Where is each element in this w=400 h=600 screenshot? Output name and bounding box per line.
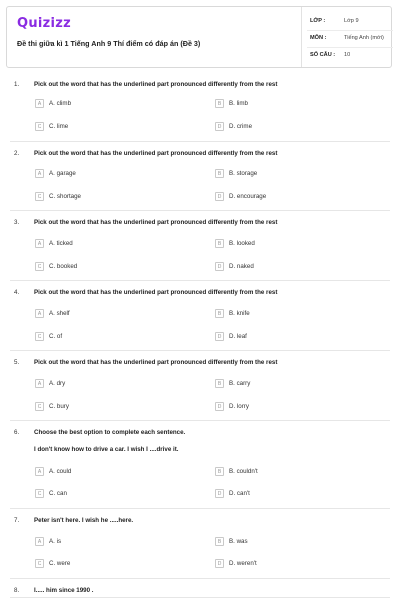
option-b[interactable] — [215, 378, 250, 389]
meta-count-value: 10 — [344, 52, 351, 58]
question-text: Pick out the word that has the underlined part pronounced differently from the rest — [34, 359, 278, 366]
option-letter-box: D — [215, 559, 224, 568]
option-letter-box: D — [215, 332, 224, 341]
option-a[interactable] — [35, 466, 71, 477]
worksheet-title: Đề thi giữa kì 1 Tiếng Anh 9 Thí điểm có đáp án (Đề 3) — [17, 39, 201, 48]
option-a[interactable] — [35, 536, 61, 547]
option-label: C. of — [49, 333, 63, 340]
question-divider — [10, 280, 390, 281]
option-letter-box: B — [215, 309, 224, 318]
option-letter-box: A — [35, 309, 44, 318]
option-letter-box: D — [215, 402, 224, 411]
question-text: Pick out the word that has the underlined part pronounced differently from the rest — [34, 219, 278, 226]
option-c[interactable] — [35, 331, 62, 342]
option-label: B. looked — [229, 240, 255, 247]
question-text: Pick out the word that has the underlined part pronounced differently from the rest — [34, 150, 278, 157]
option-letter-box: C — [35, 122, 44, 131]
option-letter-box: A — [35, 379, 44, 388]
option-label: C. were — [49, 560, 71, 567]
meta-grade-value: Lớp 9 — [344, 18, 359, 24]
option-letter-box: C — [35, 489, 44, 498]
option-letter-box: A — [35, 537, 44, 546]
question-number: 3. — [14, 219, 20, 226]
question-subtext: I don't know how to drive a car. I wish I ....drive it. — [34, 446, 179, 453]
option-label: A. shelf — [49, 310, 70, 317]
option-letter-box: C — [35, 262, 44, 271]
option-letter-box: B — [215, 239, 224, 248]
option-label: B. was — [229, 538, 248, 545]
question-divider — [10, 508, 390, 509]
question-divider — [10, 578, 390, 579]
option-a[interactable] — [35, 238, 73, 249]
option-a[interactable] — [35, 378, 65, 389]
option-label: D. can't — [229, 490, 250, 497]
option-d[interactable] — [215, 191, 266, 202]
option-letter-box: C — [35, 192, 44, 201]
option-label: D. encourage — [229, 193, 267, 200]
option-letter-box: A — [35, 467, 44, 476]
question-text: I..... him since 1990 . — [34, 587, 94, 594]
question-number: 1. — [14, 81, 20, 88]
worksheet-header — [6, 6, 392, 68]
meta-divider — [307, 30, 393, 31]
option-letter-box: B — [215, 169, 224, 178]
question-text: Peter isn't here. I wish he .....here. — [34, 517, 134, 524]
option-label: A. could — [49, 468, 72, 475]
option-d[interactable] — [215, 488, 250, 499]
option-c[interactable] — [35, 488, 67, 499]
option-a[interactable] — [35, 98, 71, 109]
option-d[interactable] — [215, 558, 257, 569]
option-label: D. leaf — [229, 333, 247, 340]
option-b[interactable] — [215, 168, 257, 179]
option-label: A. is — [49, 538, 62, 545]
meta-subject — [310, 35, 384, 41]
option-label: C. bury — [49, 403, 69, 410]
option-letter-box: C — [35, 559, 44, 568]
meta-question-count — [310, 52, 350, 58]
option-label: C. can — [49, 490, 67, 497]
option-b[interactable] — [215, 308, 250, 319]
option-b[interactable] — [215, 238, 255, 249]
question-divider — [10, 350, 390, 351]
option-label: A. dry — [49, 380, 66, 387]
option-letter-box: C — [35, 332, 44, 341]
meta-subject-value: Tiếng Anh (mới) — [344, 35, 384, 41]
option-label: C. shortage — [49, 193, 81, 200]
meta-divider — [307, 47, 393, 48]
option-letter-box: D — [215, 489, 224, 498]
option-c[interactable] — [35, 191, 81, 202]
question-number: 5. — [14, 359, 20, 366]
meta-grade — [310, 18, 359, 24]
question-text: Pick out the word that has the underlined part pronounced differently from the rest — [34, 289, 278, 296]
option-label: A. climb — [49, 100, 72, 107]
option-a[interactable] — [35, 168, 76, 179]
meta-count-key: SỐ CÂU : — [310, 52, 336, 58]
option-label: C. booked — [49, 263, 78, 270]
option-b[interactable] — [215, 466, 258, 477]
option-d[interactable] — [215, 121, 252, 132]
meta-subject-key: MÔN : — [310, 35, 327, 41]
option-letter-box: D — [215, 262, 224, 271]
option-letter-box: B — [215, 467, 224, 476]
option-letter-box: B — [215, 379, 224, 388]
question-text: Pick out the word that has the underlined part pronounced differently from the rest — [34, 81, 278, 88]
option-letter-box: C — [35, 402, 44, 411]
option-letter-box: D — [215, 192, 224, 201]
option-letter-box: B — [215, 537, 224, 546]
option-label: D. crime — [229, 123, 253, 130]
option-c[interactable] — [35, 261, 77, 272]
option-label: D. lorry — [229, 403, 249, 410]
option-letter-box: D — [215, 122, 224, 131]
option-label: B. knife — [229, 310, 250, 317]
option-label: B. storage — [229, 170, 258, 177]
page-bottom-line — [10, 597, 390, 598]
question-number: 2. — [14, 150, 20, 157]
option-b[interactable] — [215, 536, 248, 547]
option-d[interactable] — [215, 331, 247, 342]
option-label: C. lime — [49, 123, 69, 130]
option-label: B. limb — [229, 100, 248, 107]
question-number: 8. — [14, 587, 20, 594]
option-c[interactable] — [35, 121, 68, 132]
meta-separator — [301, 7, 302, 67]
question-divider — [10, 420, 390, 421]
question-number: 4. — [14, 289, 20, 296]
option-label: A. garage — [49, 170, 76, 177]
option-label: D. naked — [229, 263, 254, 270]
option-letter-box: A — [35, 239, 44, 248]
question-number: 7. — [14, 517, 20, 524]
question-number: 6. — [14, 429, 20, 436]
option-letter-box: A — [35, 169, 44, 178]
option-label: B. carry — [229, 380, 251, 387]
question-divider — [10, 210, 390, 211]
option-c[interactable] — [35, 558, 70, 569]
option-c[interactable] — [35, 401, 69, 412]
question-text: Choose the best option to complete each sentence. — [34, 429, 186, 436]
option-b[interactable] — [215, 98, 248, 109]
option-d[interactable] — [215, 401, 249, 412]
quizizz-logo: Quizizz — [17, 16, 72, 31]
option-a[interactable] — [35, 308, 70, 319]
option-label: A. ticked — [49, 240, 73, 247]
option-label: D. weren't — [229, 560, 257, 567]
option-d[interactable] — [215, 261, 254, 272]
question-divider — [10, 141, 390, 142]
meta-grade-key: LỚP : — [310, 18, 326, 24]
option-letter-box: A — [35, 99, 44, 108]
option-letter-box: B — [215, 99, 224, 108]
option-label: B. couldn't — [229, 468, 258, 475]
